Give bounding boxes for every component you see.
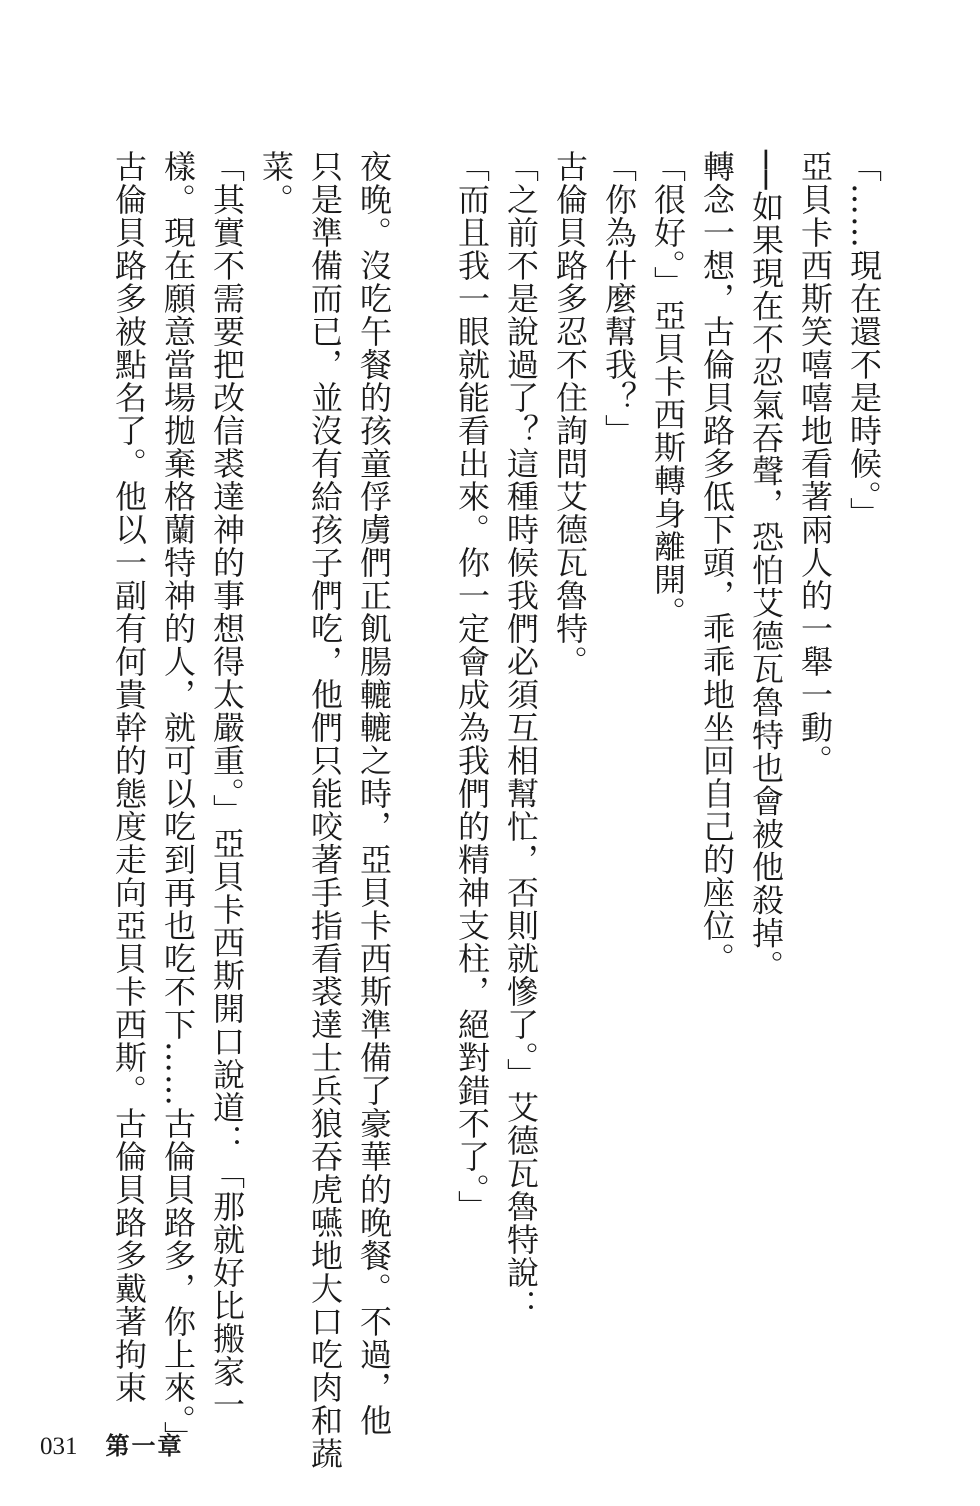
text-column-1: 「……現在還不是時候。」 — [845, 150, 883, 530]
text-column-14: 「其實不需要把改信裘達神的事想得太嚴重。」亞貝卡西斯開口說道：「那就好比搬家一 — [208, 150, 246, 1421]
text-column-15: 樣。現在願意當場拋棄格蘭特神的人，就可以吃到再也吃不下……古倫貝路多，你上來。」 — [159, 150, 197, 1454]
text-column-5: 「很好。」亞貝卡西斯轉身離開。 — [649, 150, 687, 629]
scene-break — [398, 150, 447, 1330]
text-column-6: 「你為什麼幫我？」 — [600, 150, 638, 447]
text-column-13: 菜。 — [257, 150, 295, 216]
text-column-12: 只是準備而已，並沒有給孩子們吃，他們只能咬著手指看裘達士兵狼吞虎嚥地大口吃肉和蔬 — [306, 150, 344, 1470]
text-column-16: 古倫貝路多被點名了。他以一副有何貴幹的態度走向亞貝卡西斯。古倫貝路多戴著拘束 — [110, 150, 148, 1404]
text-column-8: 「之前不是說過了？這種時候我們必須互相幫忙，否則就慘了。」艾德瓦魯特說： — [502, 150, 540, 1322]
chapter-label: 第一章 — [105, 1432, 184, 1460]
text-column-7: 古倫貝路多忍不住詢問艾德瓦魯特。 — [551, 150, 589, 678]
text-column-3: ──如果現在不忍氣吞聲，恐怕艾德瓦魯特也會被他殺掉。 — [747, 150, 785, 983]
text-column-2: 亞貝卡西斯笑嘻嘻地看著兩人的一舉一動。 — [796, 150, 834, 777]
page-footer — [40, 1426, 184, 1462]
page-number: 031 — [40, 1433, 78, 1460]
text-column-4: 轉念一想，古倫貝路多低下頭，乖乖地坐回自己的座位。 — [698, 150, 736, 975]
text-column-11: 夜晚。沒吃午餐的孩童俘虜們正飢腸轆轆之時，亞貝卡西斯準備了豪華的晚餐。不過，他 — [355, 150, 393, 1437]
text-column-9: 「而且我一眼就能看出來。你一定會成為我們的精神支柱，絕對錯不了。」 — [453, 150, 491, 1223]
